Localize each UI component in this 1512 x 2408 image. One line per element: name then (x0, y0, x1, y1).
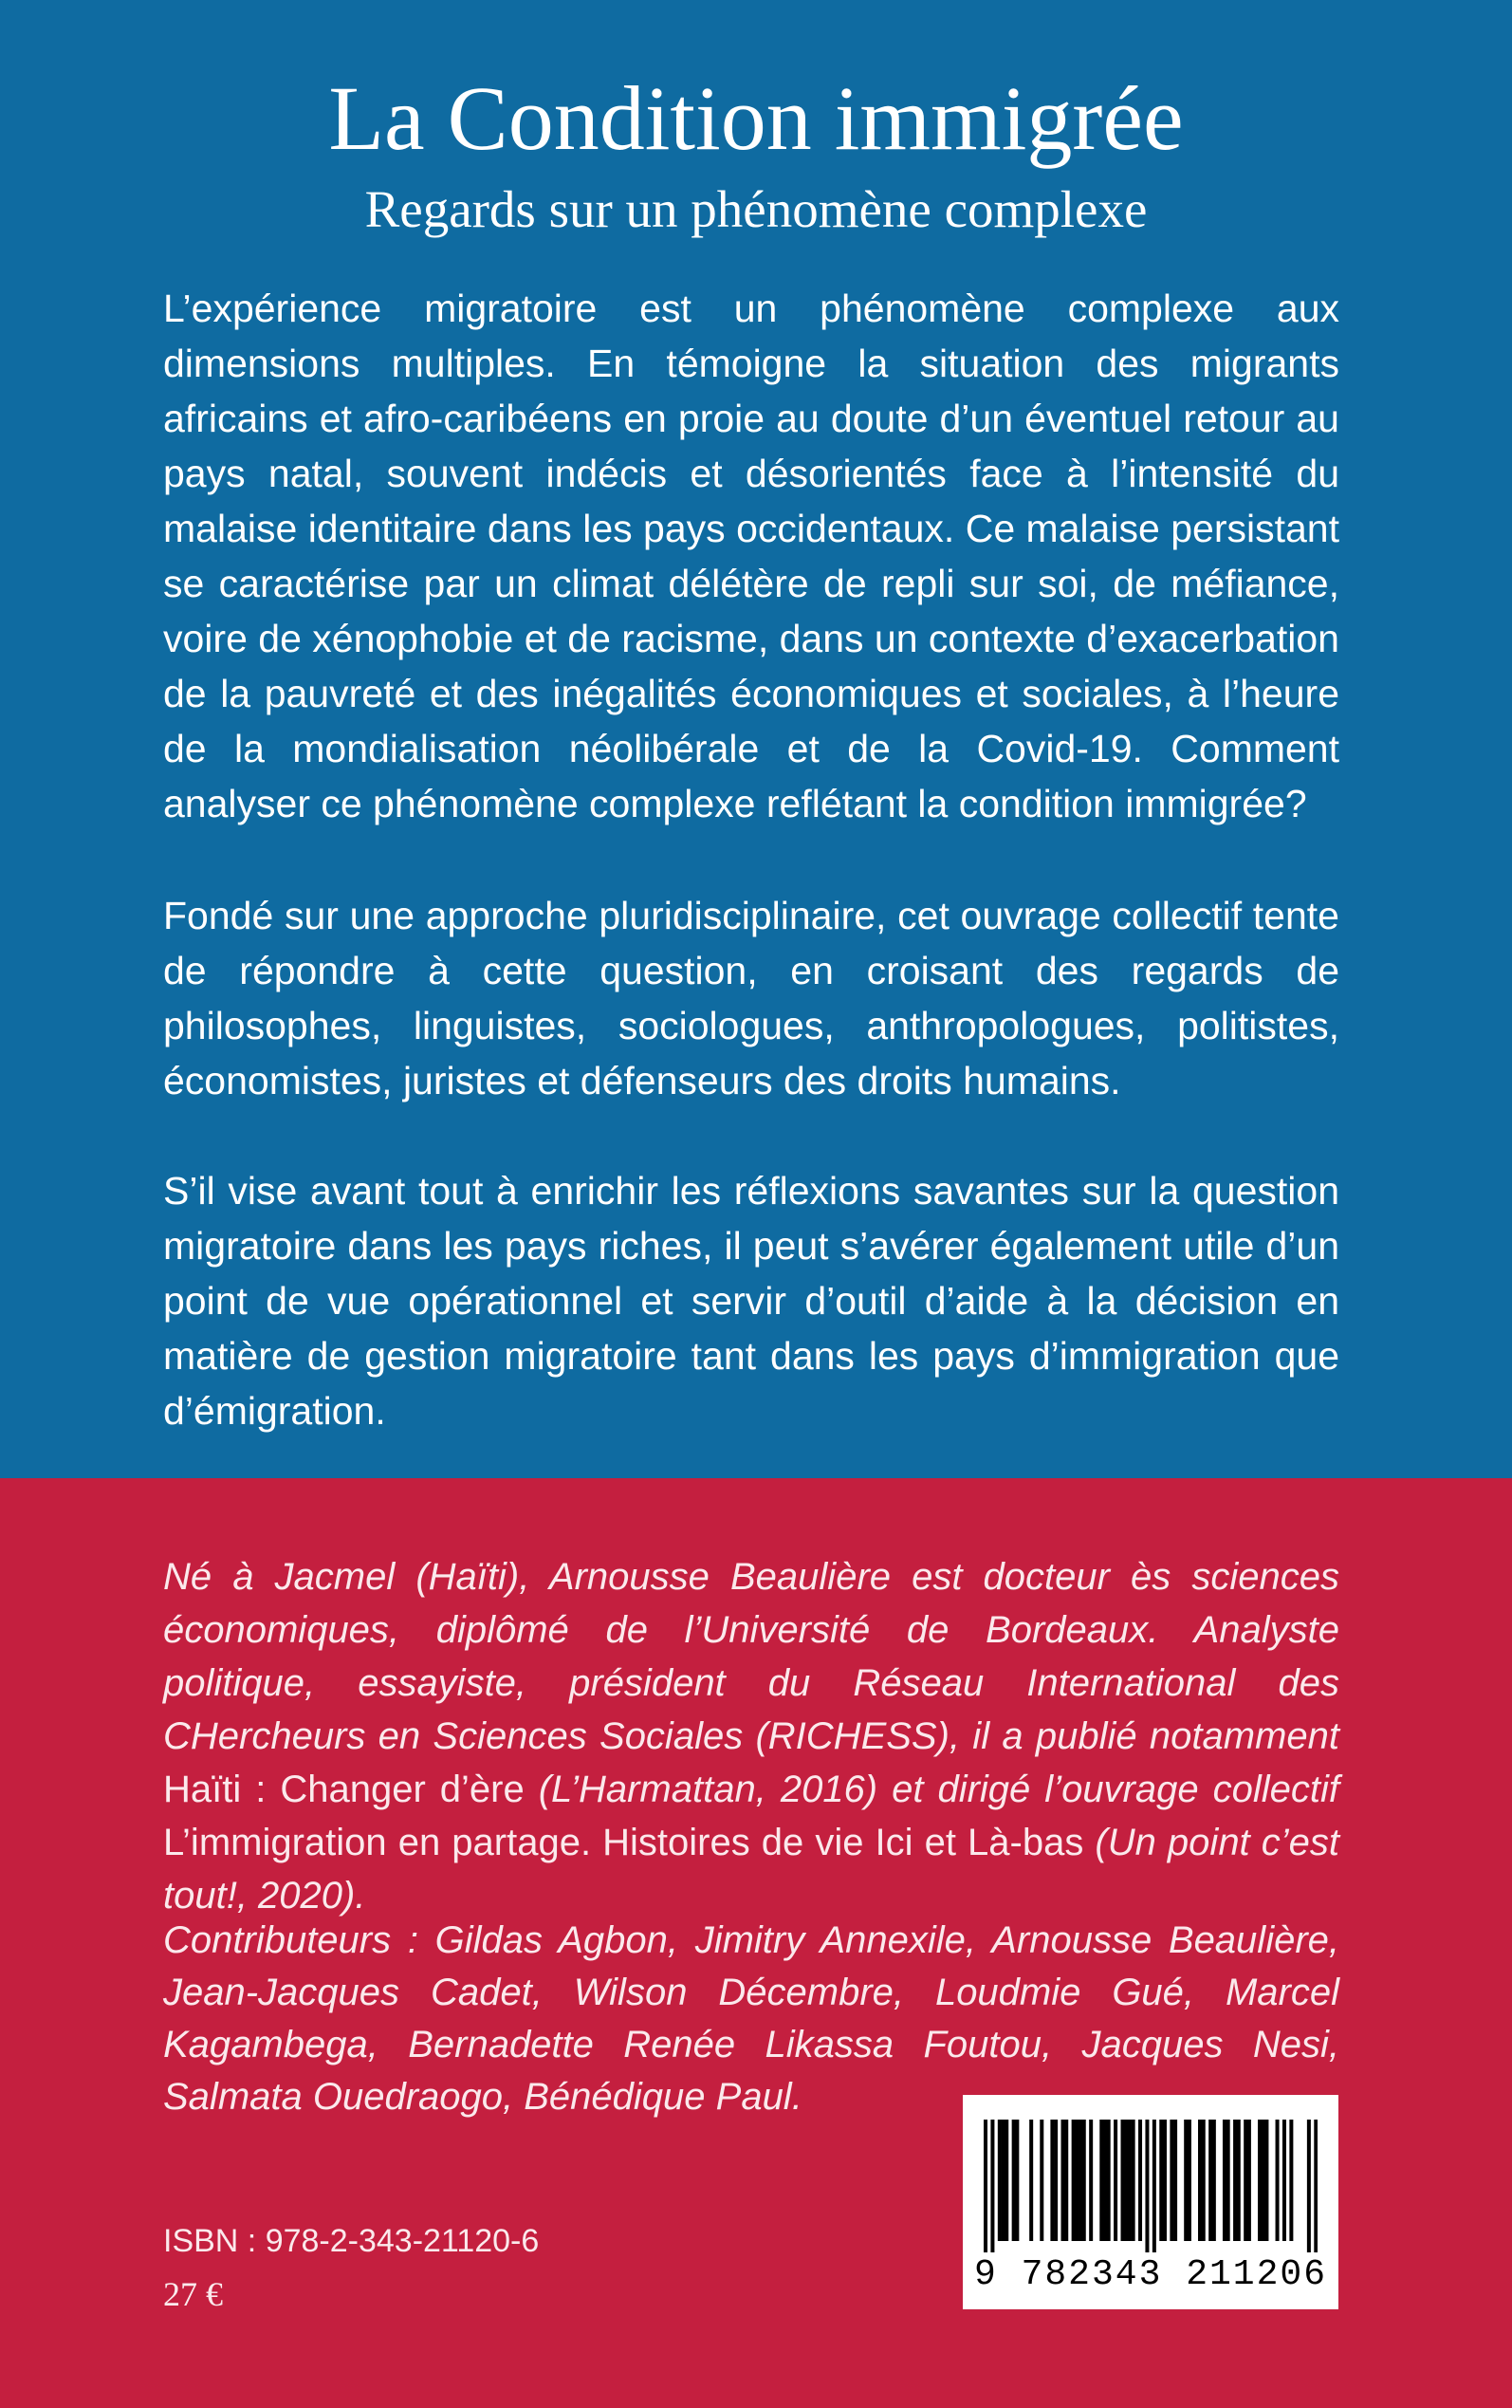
barcode-bar (1029, 2120, 1033, 2241)
barcode-bar (1258, 2120, 1262, 2241)
book-title: La Condition immigrée (328, 67, 1184, 169)
summary-paragraph-1: L’expérience migratoire est un phénomène complexe aux dimensions multiples. En témoigne la situation des migrants africains et afro-caribéens en proie au doute d’un éventuel retour au pays natal, souvent indécis et désorientés face à l’intensité du malaise identitaire dans les pays occidentaux. Ce malaise persistant se caractérise par un climat délétère de repli sur soi, de méfiance, voire de xénophobie et de racisme, dans un contexte d’exacerbation de la pauvreté et des inégalités économiques et sociales, à l’heure de la mondialisation néolibérale et de la Covid-19. Comment analyser ce phénomène complexe reflétant la condition immigrée? (163, 287, 1339, 825)
barcode-bar (1064, 2120, 1068, 2241)
barcode-bar (1198, 2120, 1202, 2241)
barcode-bar (1282, 2120, 1286, 2241)
barcode-bar (1244, 2120, 1247, 2241)
barcode-bar (1264, 2120, 1268, 2241)
author-bio-text-1: Né à Jacmel (Haïti), Arnousse Beaulière est docteur ès sciences économiques, diplômé de l’Université de Bordeaux. Analyste politique, essayiste, président du Réseau International des CHercheurs en Sciences Sociales (RICHESS), il a publié notamment (163, 1556, 1339, 1757)
barcode-bar (1226, 2120, 1230, 2241)
barcode-bar (1128, 2120, 1132, 2241)
barcode-bar (1233, 2120, 1237, 2241)
barcode-bar (1002, 2120, 1005, 2241)
barcode-bar (1107, 2120, 1111, 2241)
barcode-bar (1124, 2120, 1128, 2241)
barcode-bar (998, 2120, 1002, 2241)
barcode-bars (984, 2120, 1318, 2252)
barcode-bar (1040, 2120, 1043, 2241)
summary-paragraph-3: S’il vise avant tout à enrichir les réflexions savantes sur la question migratoire dans les pays riches, il peut s’avérer également utile d’un point de vue opérationnel et servir d’outil d’aide à la décision en matière de gestion migratoire tant dans les pays d’immigration que d’émigration. (163, 1169, 1339, 1433)
barcode-bar (1289, 2120, 1293, 2241)
barcode-bar (1089, 2120, 1093, 2241)
barcode-bar (1184, 2120, 1188, 2241)
barcode-bar (1138, 2120, 1142, 2241)
author-bio-text-3: (Un point c’est tout!, 2020). (163, 1822, 1339, 1917)
author-bio-text-2: (L’Harmattan, 2016) et dirigé l’ouvrage collectif (524, 1769, 1339, 1810)
barcode-bar (1208, 2120, 1212, 2241)
barcode-bar (1314, 2120, 1318, 2252)
barcode-bar (1079, 2120, 1082, 2241)
isbn: ISBN : 978-2-343-21120-6 (163, 2223, 540, 2259)
barcode-bar (1163, 2120, 1167, 2241)
book-subtitle: Regards sur un phénomène complexe (364, 180, 1148, 238)
author-bio (163, 1550, 1339, 1922)
barcode-bar (1099, 2120, 1103, 2241)
price: 27 € (163, 2275, 223, 2313)
barcode-number: 9 782343 211206 (973, 2254, 1328, 2295)
barcode-bar (1237, 2120, 1241, 2241)
summary-paragraph-2: Fondé sur une approche pluridisciplinaire, cet ouvrage collectif tente de répondre à cette question, en croisant des regards de philosophes, linguistes, sociologues, anthropologues, politistes, économistes, juristes et défenseurs des droits humains. (163, 894, 1339, 1102)
book-title-2: L’immigration en partage. Histoires de vie Ici et Là-bas (163, 1822, 1084, 1863)
barcode-bar (1050, 2120, 1054, 2241)
book-title-1: Haïti : Changer d’ère (163, 1769, 525, 1810)
barcode-bar (1152, 2120, 1156, 2252)
barcode-bar (1307, 2120, 1311, 2252)
barcode-bar (1061, 2120, 1065, 2241)
barcode-bar (1262, 2120, 1265, 2241)
barcode-bar (1159, 2120, 1163, 2241)
barcode-bar (1072, 2120, 1076, 2241)
barcode-bar (1114, 2120, 1117, 2241)
barcode-bar (1202, 2120, 1206, 2241)
barcode-bar (1223, 2120, 1226, 2241)
contributors: Contributeurs : Gildas Agbon, Jimitry Annexile, Arnousse Beaulière, Jean-Jacques Cadet, Wilson Décembre, Loudmie Gué, Marcel Kagambega, Bernadette Renée Likassa Foutou, Jacques Nesi, Salmata Ouedraogo, Bénédique Paul. (163, 1919, 1339, 2118)
barcode-bar (1276, 2120, 1280, 2241)
barcode-bar (1082, 2120, 1086, 2241)
barcode-bar (1015, 2120, 1019, 2241)
barcode-bar (990, 2120, 994, 2252)
barcode-bar (1121, 2120, 1125, 2241)
barcode-bar (1170, 2120, 1173, 2241)
barcode-bar (1075, 2120, 1079, 2241)
barcode-bar (1212, 2120, 1216, 2241)
barcode-bar (984, 2120, 987, 2252)
barcode-bar (1005, 2120, 1008, 2241)
barcode-bar (1145, 2120, 1149, 2252)
barcode-bar (1132, 2120, 1135, 2241)
barcode-bar (1054, 2120, 1058, 2241)
barcode-bar (1012, 2120, 1016, 2241)
barcode-bar (1103, 2120, 1107, 2241)
barcode-bar (1188, 2120, 1191, 2241)
barcode-bar (1247, 2120, 1251, 2241)
barcode-bar (1173, 2120, 1177, 2241)
barcode (963, 2095, 1338, 2309)
